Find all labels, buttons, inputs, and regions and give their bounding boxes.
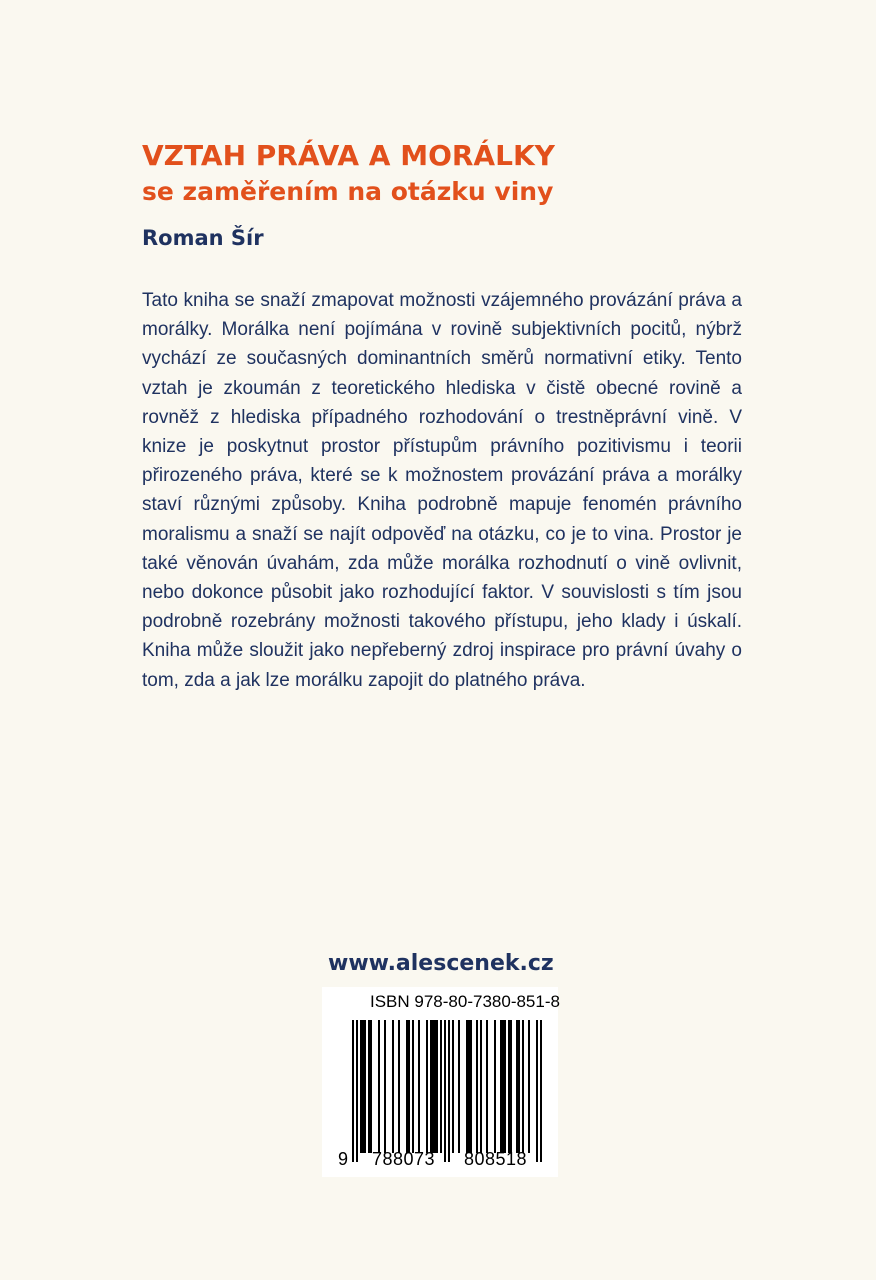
barcode-bar <box>430 1020 438 1153</box>
barcode <box>322 987 558 1177</box>
isbn-label: ISBN 978-80-7380-851-8 <box>370 992 560 1011</box>
barcode-bar <box>528 1020 530 1153</box>
barcode-guard-bar <box>536 1020 538 1162</box>
barcode-guard-bar <box>444 1020 446 1162</box>
barcode-bar <box>378 1020 380 1153</box>
barcode-bar <box>476 1020 478 1153</box>
ean-first-digit: 9 <box>338 1149 349 1169</box>
ean-right-group: 808518 <box>464 1149 528 1169</box>
book-author: Roman Šír <box>142 226 264 250</box>
barcode-bar <box>412 1020 414 1153</box>
barcode-bar <box>452 1020 454 1153</box>
barcode-bar <box>458 1020 460 1153</box>
ean-left-group: 788073 <box>372 1149 436 1169</box>
barcode-bar <box>360 1020 366 1153</box>
barcode-bar <box>522 1020 524 1153</box>
book-description: Tato kniha se snaží zmapovat možnosti vzájemného provázání práva a morálky. Morálka není pojímána v rovině subjektivních pocitů, nýbrž vychází ze současných dominantních směrů normativní etiky. Tento vztah je zkoumán z teoretického hlediska v čistě obecné rovině a rovněž z hlediska případného rozhodování o trestněprávní vině. V knize je poskytnut prostor přístupům právního pozitivismu i teorii přirozeného práva, které se k možnostem provázání práva a morálky staví různými způsoby. Kniha podrobně mapuje fenomén právního moralismu a snaží se najít odpověď na otázku, co je to vina. Prostor je také věnován úvahám, zda může morálka rozhodnutí o vině ovlivnit, nebo dokonce působit jako rozhodující faktor. V souvislosti s tím jsou podrobně rozebrány možnosti takového přístupu, jeho klady i úskalí. Kniha může sloužit jako nepřeberný zdroj inspirace pro právní úvahy o tom, zda a jak lze morálku zapojit do platného práva. <box>142 290 742 691</box>
book-subtitle: se zaměřením na otázku viny <box>142 177 554 206</box>
barcode-bar <box>466 1020 472 1153</box>
book-title: VZTAH PRÁVA A MORÁLKY <box>142 139 555 172</box>
barcode-bar <box>398 1020 400 1153</box>
barcode-bar <box>516 1020 520 1153</box>
publisher-website: www.alescenek.cz <box>328 951 554 976</box>
barcode-guard-bar <box>356 1020 358 1162</box>
barcode-bar <box>406 1020 410 1153</box>
barcode-bar <box>384 1020 386 1153</box>
barcode-guard-bar <box>540 1020 542 1162</box>
barcode-bar <box>418 1020 420 1153</box>
barcode-bar <box>494 1020 496 1153</box>
barcode-bar <box>500 1020 506 1153</box>
barcode-bar <box>508 1020 512 1153</box>
barcode-bar <box>392 1020 394 1153</box>
barcode-bar <box>440 1020 442 1153</box>
barcode-bar <box>480 1020 482 1153</box>
barcode-bar <box>486 1020 488 1153</box>
barcode-bar <box>426 1020 428 1153</box>
barcode-guard-bar <box>448 1020 450 1162</box>
barcode-bar <box>368 1020 372 1153</box>
barcode-guard-bar <box>352 1020 354 1162</box>
